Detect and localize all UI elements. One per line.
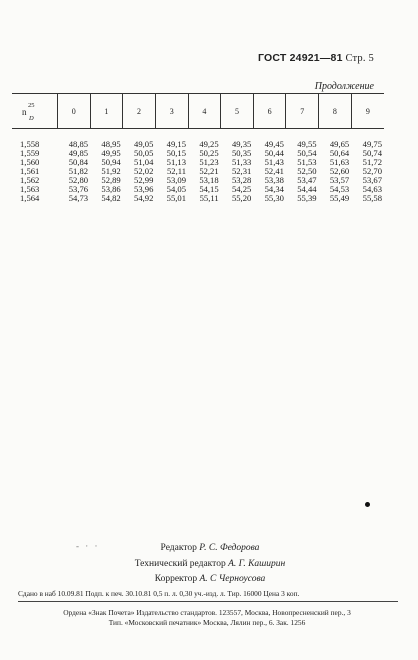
row-key-cell: 1,564 xyxy=(20,193,40,203)
column-header: 3 xyxy=(155,94,188,129)
value-cell: 52,41 xyxy=(264,166,284,176)
bullet-dot xyxy=(365,502,370,507)
nd-symbol-letter: n xyxy=(22,107,27,117)
value-cell: 50,64 xyxy=(329,148,350,158)
value-cell: 49,45 xyxy=(264,139,284,149)
value-cell: 50,44 xyxy=(264,148,284,158)
table-row xyxy=(12,149,384,158)
value-cell: 49,25 xyxy=(199,139,219,149)
table-row xyxy=(12,194,384,203)
value-cell: 49,35 xyxy=(231,139,252,149)
value-cell: 54,53 xyxy=(329,184,350,194)
value-cell: 52,31 xyxy=(231,166,252,176)
value-cell: 53,09 xyxy=(166,175,187,185)
value-cell: 54,05 xyxy=(166,184,187,194)
value-cell: 53,47 xyxy=(297,175,317,185)
value-cell: 50,25 xyxy=(199,148,219,158)
value-cell: 51,53 xyxy=(297,157,317,167)
value-cell: 49,85 xyxy=(68,148,89,158)
value-cell: 54,44 xyxy=(297,184,317,194)
page-number: Стр. 5 xyxy=(345,53,374,64)
table-header-row xyxy=(12,94,384,129)
refractive-index-table xyxy=(12,93,384,203)
value-cell: 50,35 xyxy=(231,148,252,158)
editor-line xyxy=(80,541,340,557)
value-cell: 48,85 xyxy=(68,139,89,149)
tech-editor-role: Технический редактор xyxy=(134,558,226,569)
standard-number: ГОСТ 24921—81 xyxy=(258,52,343,64)
value-cell: 54,92 xyxy=(134,193,154,203)
table-row xyxy=(12,167,384,176)
value-cell: 53,86 xyxy=(101,184,121,194)
publisher-line: Ордена «Знак Почета» Издательство стандартов. 123557, Москва, Новопресненский пер., 3 xyxy=(63,608,351,617)
value-cell: 51,82 xyxy=(68,166,89,176)
value-cell: 53,18 xyxy=(199,175,219,185)
value-cell: 48,95 xyxy=(101,139,121,149)
value-cell: 51,23 xyxy=(199,157,219,167)
credits-block xyxy=(80,541,340,588)
value-cell: 55,49 xyxy=(329,193,350,203)
value-cell: 51,72 xyxy=(362,157,382,167)
continuation-label: Продолжение xyxy=(314,81,374,92)
print-details: Сдано в наб 10.09.81 Подп. к печ. 30.10.81 0,5 п. л. 0,30 уч.-изд. л. Тир. 16000 Цена 3 коп. xyxy=(18,589,398,602)
value-cell: 52,70 xyxy=(362,166,382,176)
corrector-role: Корректор xyxy=(154,574,198,584)
value-cell: 55,30 xyxy=(264,193,284,203)
value-cell: 50,84 xyxy=(68,157,89,167)
tech-editor-line xyxy=(80,557,340,573)
value-cell: 49,95 xyxy=(101,148,121,158)
publisher-info xyxy=(16,608,398,628)
value-cell: 49,65 xyxy=(329,139,350,149)
column-header: 2 xyxy=(123,94,156,129)
row-key-cell: 1,559 xyxy=(20,148,40,158)
value-cell: 50,74 xyxy=(362,148,382,158)
value-cell: 52,02 xyxy=(134,166,154,176)
column-header: 1 xyxy=(90,94,123,129)
value-cell: 52,89 xyxy=(101,175,121,185)
value-cell: 51,63 xyxy=(329,157,350,167)
table-body xyxy=(12,129,384,204)
value-cell: 51,13 xyxy=(166,157,187,167)
value-cell: 54,25 xyxy=(231,184,252,194)
corrector-name: А. С Черноусова xyxy=(199,574,266,584)
row-key-cell: 1,563 xyxy=(20,184,40,194)
column-header: 5 xyxy=(221,94,254,129)
value-cell: 55,11 xyxy=(199,193,219,203)
nd-symbol-sub: D xyxy=(29,115,34,122)
value-cell: 51,92 xyxy=(101,166,121,176)
value-cell: 49,55 xyxy=(297,139,317,149)
value-cell: 54,15 xyxy=(199,184,219,194)
value-cell: 52,99 xyxy=(134,175,154,185)
value-cell: 54,82 xyxy=(101,193,121,203)
value-cell: 53,57 xyxy=(329,175,350,185)
value-cell: 53,67 xyxy=(362,175,382,185)
column-header: 0 xyxy=(57,94,90,129)
table-row xyxy=(12,129,384,150)
nd-symbol xyxy=(22,99,44,121)
tech-editor-name: А. Г. Каширин xyxy=(228,558,286,569)
value-cell: 54,63 xyxy=(362,184,382,194)
value-cell: 55,20 xyxy=(231,193,252,203)
column-header: 9 xyxy=(351,94,384,129)
value-cell: 53,76 xyxy=(68,184,89,194)
value-cell: 52,80 xyxy=(68,175,89,185)
value-cell: 49,75 xyxy=(362,139,382,149)
column-header: 7 xyxy=(286,94,319,129)
column-header: 8 xyxy=(319,94,352,129)
printer-line: Тип. «Московский печатник» Москва, Лялин пер., 6. Зак. 1256 xyxy=(108,618,306,627)
column-header: 4 xyxy=(188,94,221,129)
row-key-cell: 1,558 xyxy=(20,139,40,149)
value-cell: 49,05 xyxy=(134,139,154,149)
value-cell: 53,38 xyxy=(264,175,284,185)
value-cell: 52,50 xyxy=(297,166,317,176)
table-row xyxy=(12,176,384,185)
corner-header xyxy=(12,94,57,129)
page-header xyxy=(258,52,374,64)
value-cell: 50,05 xyxy=(134,148,154,158)
value-cell: 54,73 xyxy=(68,193,89,203)
value-cell: 49,15 xyxy=(166,139,187,149)
value-cell: 55,58 xyxy=(362,193,382,203)
editor-name: Р. С. Федорова xyxy=(199,543,260,553)
corrector-line xyxy=(80,572,340,588)
value-cell: 50,15 xyxy=(166,148,187,158)
value-cell: 52,21 xyxy=(199,166,219,176)
editor-role: Редактор xyxy=(160,543,197,553)
decorative-dashes: - · · xyxy=(76,541,100,551)
value-cell: 52,11 xyxy=(166,166,187,176)
value-cell: 50,94 xyxy=(101,157,121,167)
value-cell: 50,54 xyxy=(297,148,317,158)
row-key-cell: 1,561 xyxy=(20,166,40,176)
row-key-cell: 1,562 xyxy=(20,175,40,185)
table-row xyxy=(12,158,384,167)
value-cell: 52,60 xyxy=(329,166,350,176)
value-cell: 51,43 xyxy=(264,157,284,167)
value-cell: 55,01 xyxy=(166,193,187,203)
row-key-cell: 1,560 xyxy=(20,157,40,167)
value-cell: 53,96 xyxy=(134,184,154,194)
value-cell: 54,34 xyxy=(264,184,284,194)
value-cell: 51,33 xyxy=(231,157,252,167)
column-header: 6 xyxy=(253,94,286,129)
value-cell: 55,39 xyxy=(297,193,317,203)
nd-symbol-sup: 25 xyxy=(28,102,35,109)
value-cell: 53,28 xyxy=(231,175,252,185)
value-cell: 51,04 xyxy=(134,157,154,167)
table-row xyxy=(12,185,384,194)
